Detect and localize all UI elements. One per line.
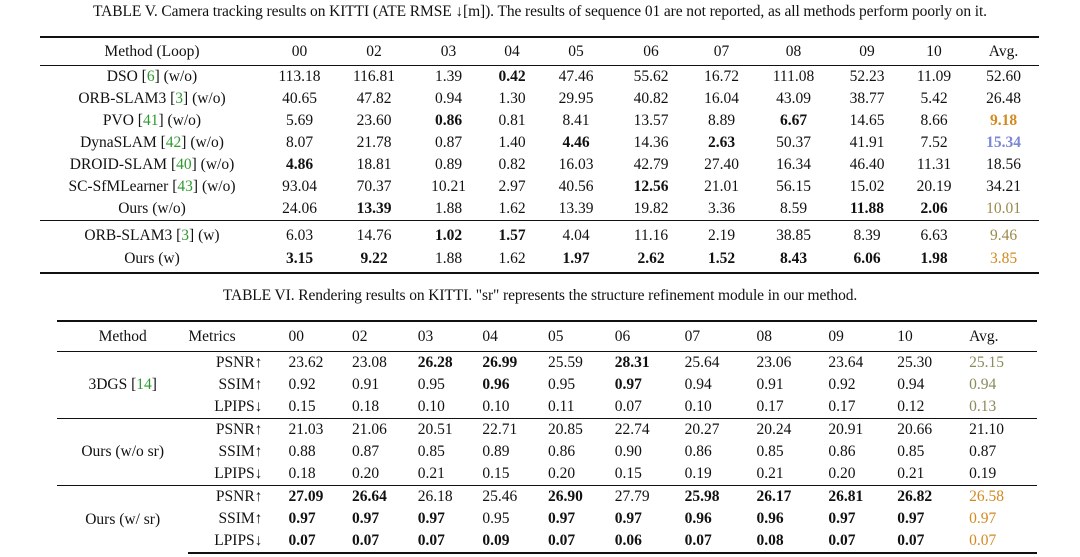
value-cell: 13.39 [356,200,392,217]
metric-cell: SSIM↑ [218,376,263,393]
table-row [57,352,1037,375]
avg-cell: 26.48 [986,90,1021,107]
value-cell: 0.95 [548,376,576,393]
value-cell: 38.77 [849,90,885,107]
value-cell: 93.04 [282,178,317,195]
value-cell: 0.89 [434,156,463,173]
value-cell: 70.37 [356,178,392,195]
value-cell: 14.36 [633,134,669,151]
table-row [40,110,1039,132]
value-cell: 40.65 [282,90,317,107]
value-cell: 25.46 [482,486,548,509]
value-cell: 0.07 [418,530,483,553]
method-name: Ours [118,200,149,217]
citation-ref: 14 [136,376,152,393]
value-cell: 2.63 [707,134,736,151]
value-cell: 0.20 [548,465,576,482]
value-cell: 16.03 [558,156,594,173]
value-cell: 2.62 [612,248,690,273]
value-cell: 1.39 [434,68,463,85]
column-header: 02 [335,37,413,66]
value-cell: 20.19 [916,178,952,195]
column-header: 08 [753,37,834,66]
method-name: Ours (w/ sr) [85,510,161,528]
value-cell: 26.17 [756,486,828,509]
value-cell: 21.06 [352,419,418,442]
table-row [40,154,1039,176]
table-v-header-row [40,37,1039,66]
value-cell: 23.08 [352,354,387,371]
column-header: 05 [548,321,615,352]
value-cell: 0.81 [498,112,526,129]
value-cell: 0.95 [417,376,445,393]
column-header: 06 [612,37,690,66]
value-cell: 21.78 [356,134,392,151]
value-cell: 0.15 [482,465,510,482]
method-name: Ours (w/o sr) [81,443,164,460]
value-cell: 0.42 [498,68,526,85]
value-cell: 113.18 [278,68,321,85]
method-name: Ours [124,250,155,267]
table-row [40,66,1039,89]
value-cell: 21.01 [704,178,739,195]
value-cell: 11.16 [612,221,690,249]
value-cell: 8.59 [779,200,808,217]
table-v-caption: TABLE V. Camera tracking results on KITTI (ATE RMSE ↓[m]). The results of sequence 01 are not reported, as all methods perform poorly on it. [93,3,987,20]
table-row [57,441,1037,463]
value-cell: 6.03 [264,221,335,249]
value-cell: 0.97 [614,510,642,527]
avg-cell: 18.56 [986,156,1021,173]
column-header: 03 [418,321,483,352]
value-cell: 26.18 [418,486,483,509]
value-cell: 0.97 [897,510,925,527]
avg-cell: 9.18 [989,112,1018,129]
value-cell: 25.64 [684,354,720,371]
value-cell: 0.07 [548,530,615,553]
value-cell: 0.82 [498,156,526,173]
value-cell: 41.91 [849,134,885,151]
method-cell: 3DGS [14] [88,376,157,393]
avg-cell: 0.94 [969,376,997,393]
avg-cell: 10.01 [986,200,1021,217]
value-cell: 0.85 [897,443,925,460]
value-cell: 0.15 [614,465,642,482]
citation-ref: 40 [176,156,192,173]
value-cell: 6.06 [834,248,900,273]
value-cell: 26.99 [482,354,518,371]
value-cell: 0.06 [615,530,685,553]
avg-cell: 21.10 [969,419,1037,442]
metric-cell: LPIPS↓ [214,398,263,415]
value-cell: 0.17 [756,398,784,415]
value-cell: 0.15 [288,398,316,415]
value-cell: 25.98 [685,486,757,509]
value-cell: 26.82 [897,486,969,509]
loop-setting: (w/o) [152,200,186,217]
value-cell: 0.86 [828,443,856,460]
value-cell: 20.27 [685,419,757,442]
value-cell: 0.94 [897,376,925,393]
table-row [40,221,1039,249]
metric-cell: SSIM↑ [218,510,263,527]
table-row [57,530,1037,553]
value-cell: 0.12 [897,398,925,415]
value-cell: 15.02 [849,178,885,195]
column-header-method: Method (Loop) [40,37,264,66]
avg-cell: 34.21 [986,178,1021,195]
method-cell: SC-SfMLearner [43] (w/o) [68,178,236,195]
method-name: ORB-SLAM3 [78,90,167,107]
value-cell: 52.23 [849,68,885,85]
value-cell: 5.69 [285,112,314,129]
value-cell: 1.98 [900,248,968,273]
value-cell: 1.88 [413,248,484,273]
value-cell: 14.76 [335,221,413,249]
method-cell: ORB-SLAM3 [3] (w) [40,221,264,249]
value-cell: 0.87 [352,443,380,460]
value-cell: 1.52 [690,248,753,273]
value-cell: 0.17 [828,398,856,415]
value-cell: 16.72 [704,68,739,85]
value-cell: 8.39 [834,221,900,249]
value-cell: 50.37 [776,134,811,151]
value-cell: 6.63 [900,221,968,249]
value-cell: 0.97 [288,510,316,527]
value-cell: 0.18 [352,398,380,415]
value-cell: 43.09 [776,90,811,107]
value-cell: 12.56 [633,178,669,195]
value-cell: 10.21 [431,178,466,195]
value-cell: 26.28 [417,354,453,371]
avg-cell: 0.19 [969,465,997,482]
avg-cell: 0.07 [969,530,1037,553]
value-cell: 7.52 [920,134,948,151]
value-cell: 4.86 [285,156,314,173]
value-cell: 2.97 [498,178,526,195]
value-cell: 0.97 [614,376,642,393]
table-row [40,176,1039,198]
avg-cell: 0.87 [969,443,997,460]
column-header: 05 [540,37,612,66]
value-cell: 22.71 [482,419,548,442]
value-cell: 20.66 [897,419,969,442]
value-cell: 0.07 [288,530,352,553]
value-cell: 25.30 [897,354,933,371]
method-cell [40,248,264,273]
value-cell: 0.91 [352,376,380,393]
metric-cell: LPIPS↓ [188,530,288,553]
value-cell: 0.07 [828,530,897,553]
loop-setting: (w) [158,250,180,267]
value-cell: 23.62 [288,354,324,371]
citation-ref: 6 [146,68,155,85]
metric-cell: PSNR↑ [188,419,288,442]
value-cell: 3.36 [707,200,736,217]
value-cell: 0.20 [352,465,380,482]
table-vi-header-row [57,321,1037,352]
value-cell: 0.85 [417,443,445,460]
value-cell: 4.46 [562,134,590,151]
value-cell: 0.86 [548,443,576,460]
value-cell: 0.10 [417,398,445,415]
value-cell: 26.81 [828,486,897,509]
table-row [40,198,1039,221]
value-cell: 56.15 [776,178,811,195]
table-row [57,508,1037,530]
value-cell: 0.08 [756,530,828,553]
table-row [40,132,1039,154]
value-cell: 8.41 [562,112,590,129]
citation-ref: 41 [142,112,159,129]
column-header: 10 [900,37,968,66]
value-cell: 8.66 [920,112,948,129]
value-cell: 0.92 [828,376,856,393]
value-cell: 47.46 [558,68,594,85]
loop-setting: (w/o) [190,134,224,151]
column-header: 07 [690,37,753,66]
value-cell: 0.92 [288,376,316,393]
value-cell: 11.09 [916,68,952,85]
value-cell: 0.07 [897,530,969,553]
value-cell: 20.24 [756,419,828,442]
column-header: 04 [482,321,548,352]
column-header: 09 [828,321,897,352]
value-cell: 4.04 [540,221,612,249]
table-row [40,88,1039,110]
value-cell: 0.86 [684,443,712,460]
value-cell: 0.18 [288,465,316,482]
method-name: SC-SfMLearner [68,178,169,195]
value-cell: 0.90 [614,443,642,460]
value-cell: 29.95 [558,90,594,107]
value-cell: 23.06 [756,354,792,371]
avg-cell: 26.58 [969,486,1037,509]
avg-cell: 0.13 [969,398,997,415]
value-cell: 1.30 [498,90,526,107]
column-header: 04 [484,37,540,66]
value-cell: 0.97 [417,510,445,527]
method-cell: PVO [41] (w/o) [102,112,202,129]
avg-cell: 52.60 [986,68,1021,85]
value-cell: 21.03 [288,419,352,442]
value-cell: 1.62 [484,248,540,273]
value-cell: 23.64 [828,354,864,371]
metric-cell: LPIPS↓ [214,465,263,482]
value-cell: 20.91 [828,419,897,442]
value-cell: 1.57 [484,221,540,249]
value-cell: 8.43 [753,248,834,273]
value-cell: 9.22 [335,248,413,273]
value-cell: 0.97 [828,510,856,527]
value-cell: 16.34 [776,156,811,173]
value-cell: 16.04 [704,90,739,107]
loop-setting: (w/o) [192,90,226,107]
value-cell: 26.64 [352,486,418,509]
value-cell: 0.07 [685,530,757,553]
method-name: DynaSLAM [80,134,157,151]
value-cell: 5.42 [920,90,948,107]
value-cell: 1.97 [540,248,612,273]
loop-setting: (w/o) [201,178,236,195]
column-header: 09 [834,37,900,66]
column-header: 07 [685,321,757,352]
table-row [57,419,1037,442]
value-cell: 20.85 [548,419,615,442]
value-cell: 0.94 [434,90,463,107]
value-cell: 0.89 [482,443,510,460]
avg-cell: 0.97 [969,510,997,527]
method-name: DROID-SLAM [69,156,168,173]
loop-setting: (w/o) [163,68,198,85]
value-cell: 2.06 [920,200,948,217]
loop-setting: (w/o) [167,112,202,129]
value-cell: 0.96 [756,510,784,527]
value-cell: 42.79 [633,156,669,173]
value-cell: 111.08 [772,68,815,85]
method-cell: ORB-SLAM3 [3] (w/o) [78,90,226,107]
table-row [40,248,1039,273]
value-cell: 40.82 [633,90,669,107]
value-cell: 26.90 [548,486,615,509]
value-cell: 1.02 [413,221,484,249]
metric-cell: PSNR↑ [215,354,263,371]
value-cell: 14.65 [849,112,885,129]
table-vi-caption: TABLE VI. Rendering results on KITTI. "sr" represents the structure refinement module in our method. [222,287,858,304]
value-cell: 3.15 [264,248,335,273]
table-row [57,463,1037,486]
value-cell: 0.19 [684,465,712,482]
value-cell: 0.21 [417,465,445,482]
value-cell: 0.21 [897,465,925,482]
value-cell: 0.96 [684,510,712,527]
value-cell: 22.74 [615,419,685,442]
avg-cell: 9.46 [968,221,1039,249]
value-cell: 0.10 [684,398,712,415]
value-cell: 46.40 [849,156,885,173]
column-header: Metrics [188,321,288,352]
value-cell: 0.87 [434,134,463,151]
value-cell: 40.56 [558,178,594,195]
column-header: 03 [413,37,484,66]
value-cell: 13.57 [633,112,669,129]
value-cell: 11.88 [849,200,885,217]
loop-setting: (w) [198,227,220,244]
metric-cell: PSNR↑ [188,486,288,509]
value-cell: 0.21 [756,465,784,482]
avg-cell: 3.85 [968,248,1039,273]
value-cell: 0.97 [352,510,380,527]
value-cell: 23.60 [356,112,392,129]
value-cell: 13.39 [558,200,594,217]
value-cell: 0.96 [482,376,510,393]
column-header: 06 [615,321,685,352]
value-cell: 24.06 [282,200,317,217]
value-cell: 11.31 [916,156,952,173]
value-cell: 47.82 [356,90,392,107]
method-name: ORB-SLAM3 [84,227,173,244]
value-cell: 0.07 [614,398,642,415]
avg-cell: 15.34 [986,134,1021,151]
column-header: 00 [288,321,352,352]
citation-ref: 43 [177,178,193,195]
column-header: 10 [897,321,969,352]
citation-ref: 3 [175,90,184,107]
value-cell: 0.07 [352,530,418,553]
value-cell: 18.81 [356,156,392,173]
column-header: 00 [264,37,335,66]
value-cell: 1.88 [434,200,463,217]
value-cell: 0.11 [548,398,575,415]
value-cell: 25.59 [548,354,583,371]
value-cell: 1.62 [498,200,526,217]
value-cell: 0.85 [756,443,784,460]
method-name: DSO [106,68,138,85]
method-name: 3DGS [88,376,128,393]
value-cell: 28.31 [614,354,650,371]
value-cell: 27.09 [288,486,352,509]
table-vi-rendering-results [57,320,1037,554]
value-cell: 8.07 [285,134,314,151]
table-row [57,374,1037,396]
table-v-tracking-results [40,36,1039,274]
table-row [57,486,1037,509]
value-cell: 38.85 [753,221,834,249]
value-cell: 6.67 [779,112,808,129]
method-cell: DROID-SLAM [40] (w/o) [69,156,235,173]
value-cell: 19.82 [633,200,669,217]
method-cell: DynaSLAM [42] (w/o) [80,134,224,151]
column-header: Avg. [969,321,1037,352]
table-row [57,396,1037,419]
value-cell: 55.62 [633,68,669,85]
value-cell: 0.88 [288,443,316,460]
method-cell: DSO [6] (w/o) [106,68,198,85]
method-name: PVO [102,112,134,129]
value-cell: 27.79 [615,486,685,509]
value-cell: 20.51 [418,419,483,442]
value-cell: 0.86 [434,112,463,129]
loop-setting: (w/o) [200,156,235,173]
value-cell: 0.95 [482,510,510,527]
value-cell: 8.89 [707,112,736,129]
value-cell: 0.09 [482,530,548,553]
value-cell: 27.40 [704,156,739,173]
metric-cell: SSIM↑ [218,443,263,460]
value-cell: 0.94 [684,376,712,393]
value-cell: 0.91 [756,376,784,393]
column-header: Avg. [968,37,1039,66]
citation-ref: 42 [165,134,182,151]
method-cell [40,198,264,221]
avg-cell: 25.15 [969,354,1004,371]
value-cell: 1.40 [498,134,526,151]
column-header: 02 [352,321,418,352]
value-cell: 2.19 [690,221,753,249]
value-cell: 0.97 [548,510,576,527]
value-cell: 0.20 [828,465,856,482]
value-cell: 0.10 [482,398,510,415]
citation-ref: 3 [181,227,190,244]
method-cell [57,486,188,554]
value-cell: 116.81 [352,68,396,85]
method-cell [57,419,188,486]
column-header: 08 [756,321,828,352]
column-header-method: Method [57,321,188,352]
